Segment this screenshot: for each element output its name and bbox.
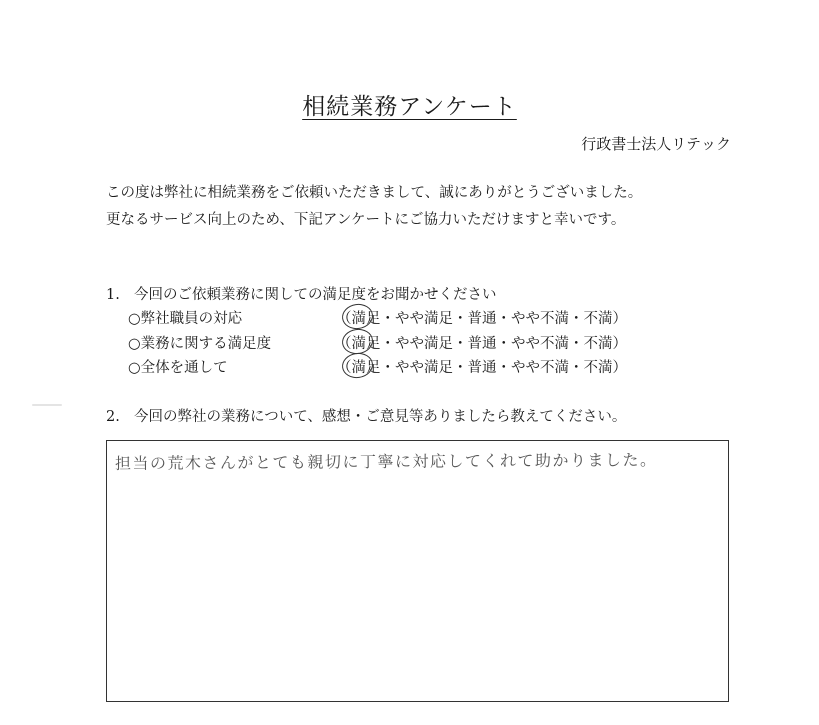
rating-row-overall [128, 356, 627, 377]
rating-row-staff [128, 307, 627, 328]
intro-line-1: この度は弊社に相続業務をご依頼いただきまして、誠にありがとうございました。 [106, 185, 643, 201]
rating-row-service [128, 332, 627, 353]
rating-options: （満足・やや満足・普通・やや不満・不満） [337, 307, 627, 328]
rating-options: （満足・やや満足・普通・やや不満・不満） [337, 332, 627, 353]
handwritten-comment: 担当の荒木さんがとても親切に丁寧に対応してくれて助かりました。 [114, 450, 658, 473]
rating-options: （満足・やや満足・普通・やや不満・不満） [337, 356, 627, 377]
question-1 [106, 283, 497, 304]
survey-title: 相続業務アンケート [302, 94, 517, 120]
question-1-text: 今回のご依頼業務に関しての満足度をお聞かせください [134, 287, 497, 303]
scan-artifact [32, 404, 62, 406]
rating-row-label: ○業務に関する満足度 [128, 336, 272, 352]
comment-answer-box[interactable] [106, 440, 729, 702]
rating-row-label: ○弊社職員の対応 [128, 311, 243, 327]
company-name: 行政書士法人リテック [581, 135, 731, 153]
question-2 [106, 405, 626, 426]
question-2-text: 今回の弊社の業務について、感想・ご意見等ありましたら教えてください。 [134, 409, 627, 425]
question-2-number: 2. [106, 409, 120, 425]
question-1-number: 1. [106, 287, 120, 303]
intro-line-2: 更なるサービス向上のため、下記アンケートにご協力いただけますと幸いです。 [106, 212, 626, 228]
rating-row-label: ○全体を通して [128, 360, 228, 376]
